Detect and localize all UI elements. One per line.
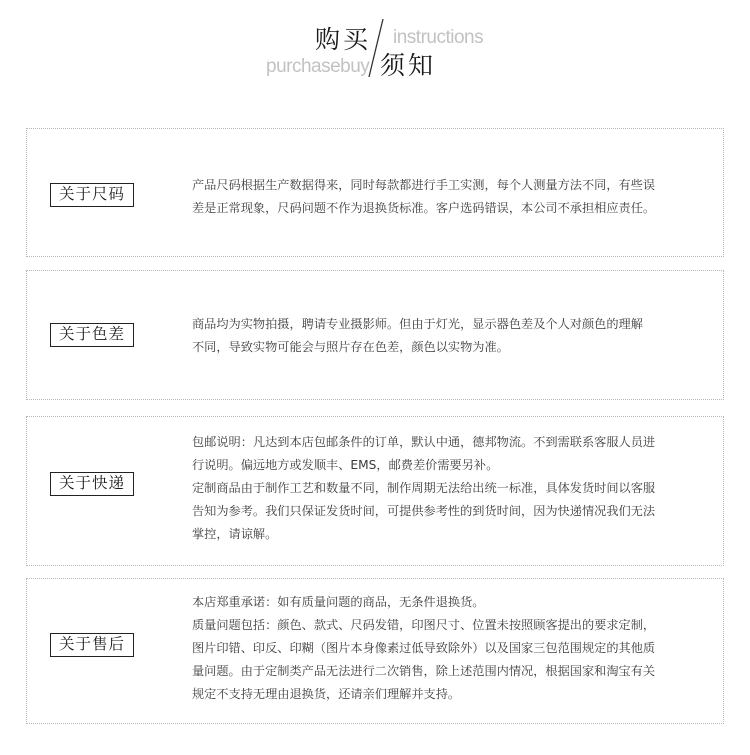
section-label-aftersales: 关于售后: [50, 633, 134, 657]
section-text-aftersales: [192, 591, 704, 706]
text-line: 本店郑重承诺：如有质量问题的商品，无条件退换货。: [192, 595, 485, 609]
text-line: 告知为参考。我们只保证发货时间，可提供参考性的到货时间，因为快递情况我们无法: [192, 504, 656, 518]
section-text-shipping: [192, 431, 704, 546]
section-text-size: [192, 174, 704, 220]
section-shipping: [26, 416, 724, 566]
text-line: 包邮说明：凡达到本店包邮条件的订单，默认中通，德邦物流。不到需联系客服人员进: [192, 435, 656, 449]
text-line: 定制商品由于制作工艺和数量不同，制作周期无法给出统一标准，具体发货时间以客服: [192, 481, 656, 495]
text-line: 掌控，请谅解。: [192, 527, 278, 541]
section-label-size: 关于尺码: [50, 183, 134, 207]
text-line: 规定不支持无理由退换货，还请亲们理解并支持。: [192, 687, 461, 701]
text-line: 图片印错、印反、印糊（图片本身像素过低导致除外）以及国家三包范围规定的其他质: [192, 641, 656, 655]
title-slash-divider: [366, 18, 386, 78]
section-size: [26, 128, 724, 257]
section-aftersales: [26, 578, 724, 724]
text-line: 不同，导致实物可能会与照片存在色差，颜色以实物为准。: [192, 340, 509, 354]
text-line: 量问题。由于定制类产品无法进行二次销售，除上述范围内情况，根据国家和淘宝有关: [192, 664, 656, 678]
text-line: 差是正常现象，尺码问题不作为退换货标准。客户选码错误，本公司不承担相应责任。: [192, 201, 656, 215]
text-line: 产品尺码根据生产数据得来，同时每款都进行手工实测，每个人测量方法不同，有些误: [192, 178, 656, 192]
text-line: 商品均为实物拍摄，聘请专业摄影师。但由于灯光，显示器色差及个人对颜色的理解: [192, 317, 643, 331]
section-text-color: [192, 313, 704, 359]
text-line: 行说明。偏远地方或发顺丰、EMS，邮费差价需要另补。: [192, 458, 499, 472]
title-cn-notice: 须知: [380, 51, 437, 80]
title-cn-buy: 购买: [315, 25, 372, 54]
page-header: [0, 0, 750, 90]
text-line: 质量问题包括：颜色、款式、尺码发错，印图尺寸、位置未按照顾客提出的要求定制，: [192, 618, 656, 632]
section-label-shipping: 关于快递: [50, 472, 134, 496]
section-label-color: 关于色差: [50, 323, 134, 347]
section-color: [26, 270, 724, 400]
title-en-purchasebuy: purchasebuy: [266, 56, 370, 77]
title-en-instructions: instructions: [393, 27, 484, 48]
